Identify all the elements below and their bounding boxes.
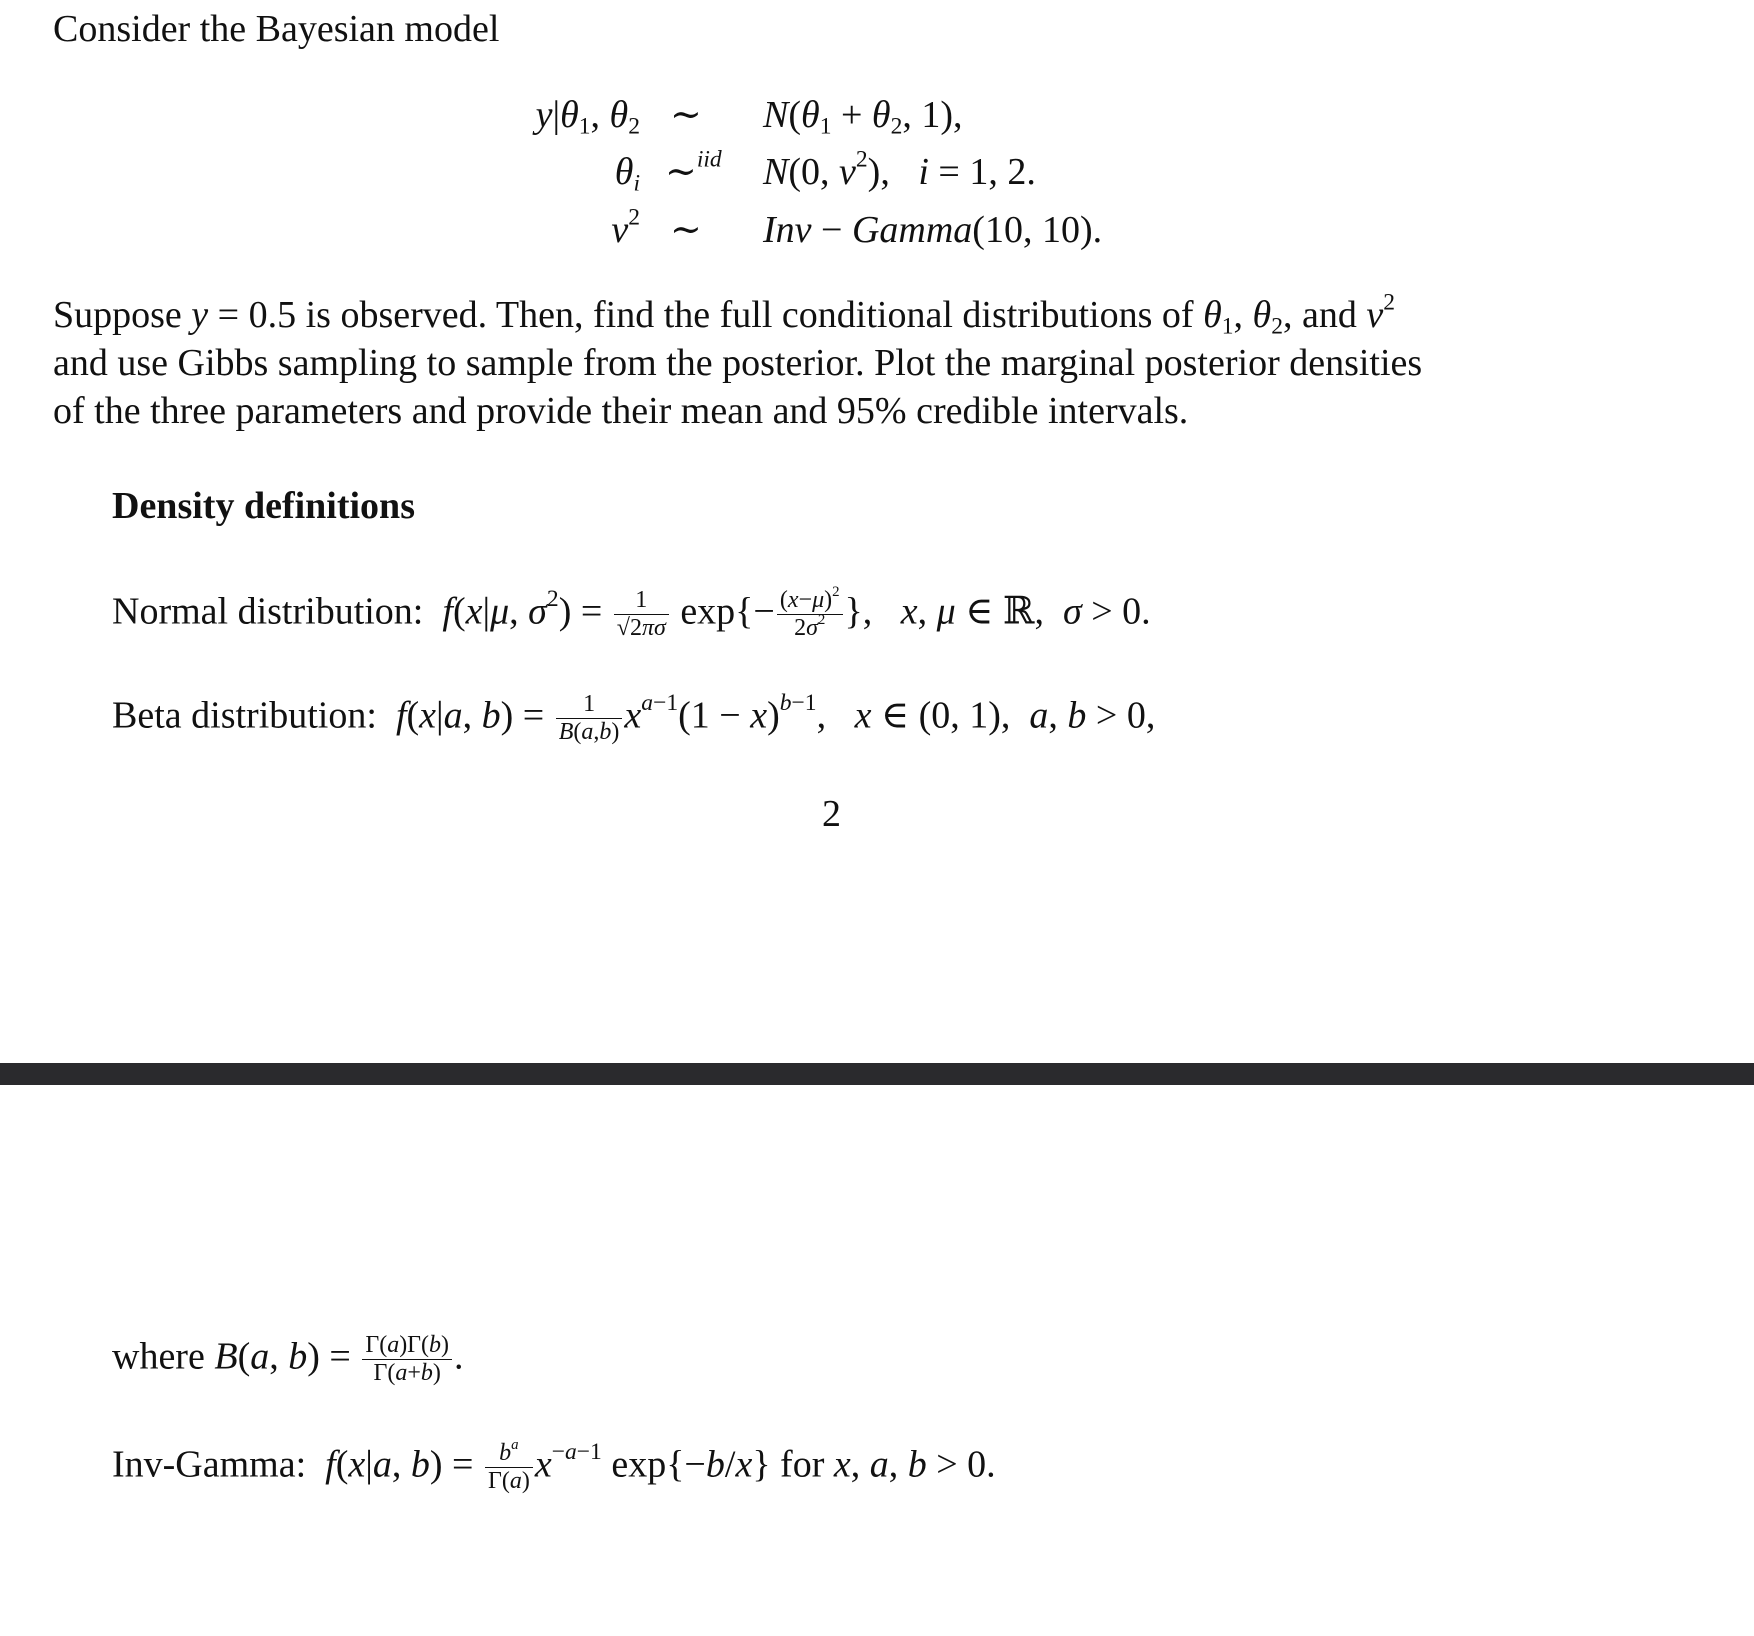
invgamma-coefficient-fraction: $\frac{b^a}{\Gamma(a)}$ (485, 1441, 533, 1494)
page-number: 2 (822, 793, 841, 835)
normal-label: Normal distribution: (112, 590, 424, 633)
page-separator (0, 1063, 1754, 1085)
intro-text: Consider the Bayesian model (53, 8, 500, 50)
paragraph-line-3: of the three parameters and provide their mean and 95% credible intervals. (53, 390, 1189, 432)
normal-coefficient-fraction: $\frac{1}{√2\pi\sigma}$ (614, 588, 669, 641)
model-row-2-rel: ∼$^{iid}$ (665, 146, 722, 193)
beta-function-fraction: $\frac{\Gamma(a)\Gamma(b)}{\Gamma(a+b)}$ (362, 1333, 452, 1386)
where-label: where (112, 1335, 205, 1378)
model-row-3-rel: ∼ (670, 209, 702, 251)
beta-label: Beta distribution: (112, 694, 377, 737)
invgamma-label: Inv-Gamma: (112, 1443, 307, 1486)
model-row-1-rel: ∼ (670, 94, 702, 136)
normal-exponent-fraction: $\frac{(x-\mu)^2}{2\sigma^2}$ (777, 588, 843, 641)
invgamma-definition: Inv-Gamma: f(x|a, b) = $\frac{b^a}{\Gamma(a)}$ $x^{-a-1}$ exp{−b/x} for x, a, b > 0. (112, 1436, 996, 1495)
model-row-2-rhs: N(0, $\nu^2$), i = 1, 2. (763, 146, 1036, 193)
beta-definition: Beta distribution: f(x|a, b) = $\frac{1}{B(a,b)}$ $x^{a-1}(1 - x)^{b-1}$, x ∈ (0, 1), a, b > 0, (112, 689, 1156, 746)
model-row-3-rhs: Inv − Gamma(10, 10). (763, 209, 1103, 251)
paragraph-line-2: and use Gibbs sampling to sample from the posterior. Plot the marginal posterior densities (53, 342, 1423, 384)
section-heading: Density definitions (112, 485, 415, 527)
model-row-3-lhs: $\nu^2$ (611, 204, 640, 251)
paragraph-line-1: Suppose y = 0.5 is observed. Then, find the full conditional distributions of $\theta_1$, $\theta_2$, and $\nu^2$ (53, 289, 1395, 340)
model-row-1-lhs: $y|\theta_1$, $\theta_2$ (535, 94, 640, 140)
model-row-1-rhs: $N(\theta_1 + \theta_2$, 1), (763, 94, 963, 140)
model-row-2-lhs: $\theta_i$ (614, 151, 640, 197)
beta-coefficient-fraction: $\frac{1}{B(a,b)}$ (556, 692, 623, 745)
normal-definition: Normal distribution: f(x|μ, $\sigma^2$) = $\frac{1}{√2\pi\sigma}$ exp{− $\frac{(x-\mu)^2}{2\sigma^2}$ }, x, μ ∈ ℝ, σ > 0. (112, 583, 1151, 642)
beta-function-definition: where B(a, b) = $\frac{\Gamma(a)\Gamma(b)}{\Gamma(a+b)}$ . (112, 1332, 464, 1387)
